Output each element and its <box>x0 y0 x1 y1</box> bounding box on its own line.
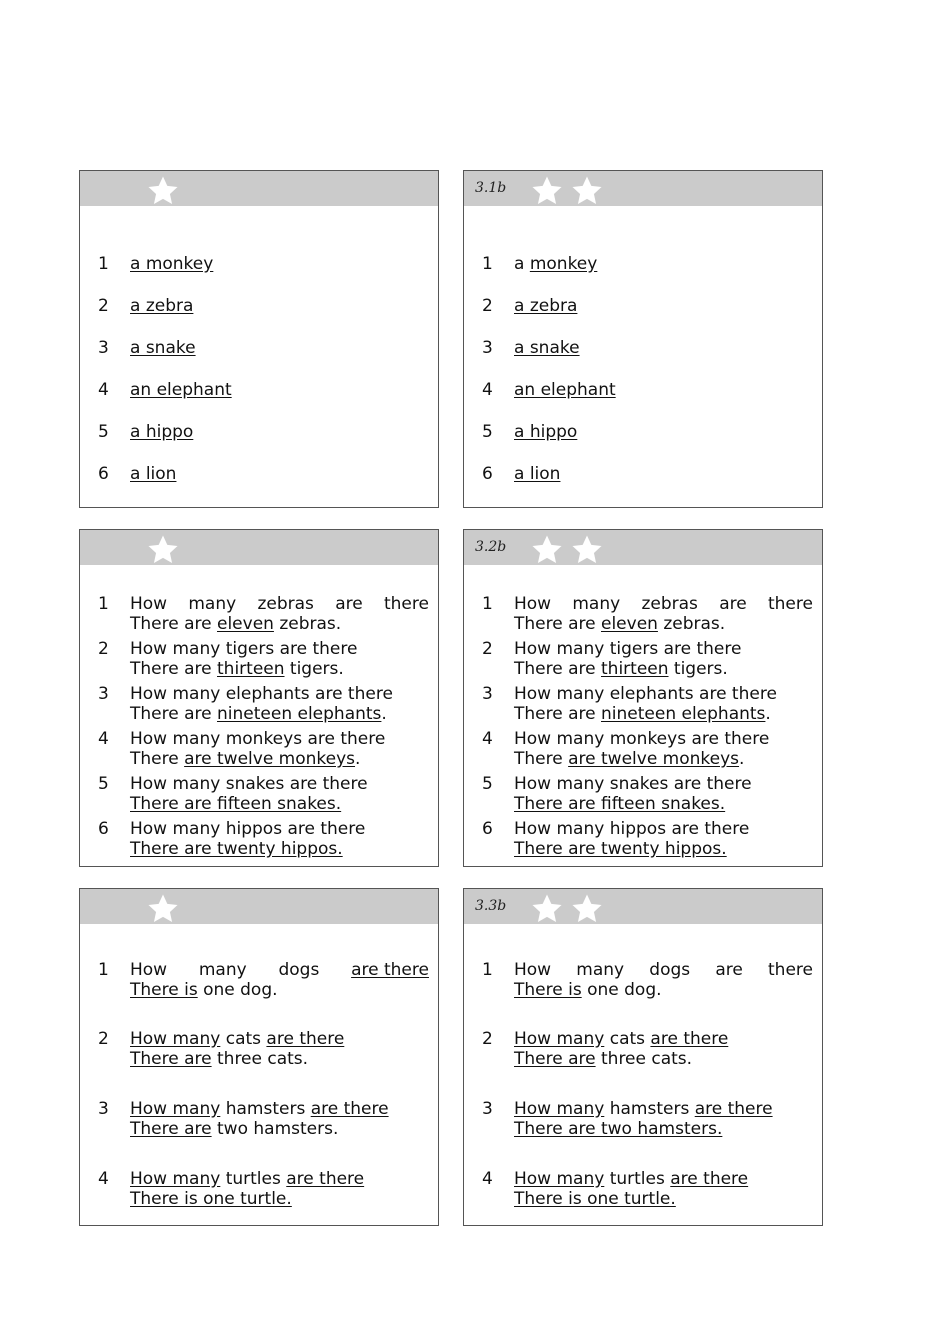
underlined-text: How many <box>130 1029 221 1049</box>
exercise-card <box>463 529 823 867</box>
item-question <box>130 774 429 794</box>
text-segment: There <box>514 749 569 769</box>
underlined-text: There is <box>514 980 582 1000</box>
item-answer <box>130 749 429 769</box>
item-question <box>514 819 813 839</box>
text-segment: turtles <box>604 1169 671 1189</box>
underlined-text: There are <box>514 1049 596 1069</box>
underlined-text: a monkey <box>130 254 214 274</box>
underlined-text: thirteen <box>217 659 285 679</box>
item-answer <box>130 794 429 814</box>
underlined-text: There are <box>130 1049 212 1069</box>
text-segment: There are <box>514 659 601 679</box>
list-item <box>464 819 822 859</box>
underlined-text: a lion <box>514 464 561 484</box>
item-question <box>514 639 813 659</box>
item-question <box>130 464 429 484</box>
text-segment: zebras. <box>657 614 726 634</box>
list-item <box>464 729 822 769</box>
exercise-card <box>463 170 823 508</box>
list-item <box>464 254 822 274</box>
text-segment: How <box>130 960 168 980</box>
item-question <box>130 338 429 358</box>
item-list <box>464 171 822 507</box>
text-segment: many <box>572 594 621 614</box>
underlined-text: eleven <box>601 614 658 634</box>
text-segment: How <box>514 960 552 980</box>
underlined-text: are there <box>694 1099 773 1119</box>
item-list <box>80 171 438 507</box>
underlined-text: are twelve monkeys <box>184 749 356 769</box>
item-number: 6 <box>98 464 109 484</box>
text-segment: one dog. <box>581 980 662 1000</box>
item-question <box>514 464 813 484</box>
underlined-text: a snake <box>130 338 196 358</box>
underlined-text: are there <box>266 1029 345 1049</box>
item-number: 4 <box>98 380 109 400</box>
item-question <box>130 254 429 274</box>
list-item <box>464 380 822 400</box>
list-item <box>80 639 438 679</box>
underlined-text: a lion <box>130 464 177 484</box>
item-number: 1 <box>482 960 493 980</box>
item-number: 4 <box>98 1169 109 1189</box>
underlined-text: There are fifteen snakes. <box>514 794 726 814</box>
text-segment: How many tigers are there <box>130 639 358 659</box>
underlined-text: a zebra <box>514 296 578 316</box>
item-question <box>514 729 813 749</box>
text-segment: hamsters <box>220 1099 311 1119</box>
underlined-text: are there <box>351 960 429 980</box>
text-segment: . <box>355 749 361 769</box>
item-number: 2 <box>98 1029 109 1049</box>
text-segment: How many tigers are there <box>514 639 742 659</box>
text-segment: turtles <box>220 1169 287 1189</box>
item-answer <box>514 704 813 724</box>
item-list <box>464 530 822 866</box>
item-number: 4 <box>482 729 493 749</box>
list-item <box>80 296 438 316</box>
item-answer <box>514 659 813 679</box>
underlined-text: a hippo <box>130 422 194 442</box>
underlined-text: are there <box>650 1029 729 1049</box>
underlined-text: are twelve monkeys <box>568 749 740 769</box>
exercise-card <box>79 888 439 1226</box>
text-segment: there <box>768 960 813 980</box>
item-number: 1 <box>98 594 109 614</box>
text-segment: dogs <box>649 960 691 980</box>
item-question <box>130 960 429 980</box>
text-segment: tigers. <box>284 659 344 679</box>
list-item <box>464 1169 822 1209</box>
item-question <box>130 1029 429 1049</box>
text-segment: zebras. <box>273 614 342 634</box>
text-segment: one dog. <box>197 980 278 1000</box>
list-item <box>80 729 438 769</box>
underlined-text: There are <box>130 1119 212 1139</box>
item-number: 5 <box>482 774 493 794</box>
text-segment: How many hippos are there <box>130 819 366 839</box>
exercise-code: 3.2b <box>475 539 507 555</box>
item-number: 3 <box>482 1099 493 1119</box>
exercise-card <box>463 888 823 1226</box>
text-segment: How many hippos are there <box>514 819 750 839</box>
item-question <box>514 1169 813 1189</box>
item-question <box>130 819 429 839</box>
item-number: 3 <box>482 684 493 704</box>
underlined-text: eleven <box>217 614 274 634</box>
item-question <box>514 1029 813 1049</box>
item-number: 3 <box>98 338 109 358</box>
text-segment: There are <box>130 704 217 724</box>
exercise-code: 3.1b <box>475 180 507 196</box>
item-number: 4 <box>482 1169 493 1189</box>
list-item <box>464 594 822 634</box>
item-answer <box>130 704 429 724</box>
text-segment: How many snakes are there <box>514 774 752 794</box>
item-question <box>514 296 813 316</box>
underlined-text: nineteen elephants <box>601 704 766 724</box>
text-segment: . <box>739 749 745 769</box>
list-item <box>80 422 438 442</box>
text-segment: How many elephants are there <box>130 684 393 704</box>
underlined-text: How many <box>514 1099 605 1119</box>
text-segment: tigers. <box>668 659 728 679</box>
text-segment: three cats. <box>211 1049 309 1069</box>
underlined-text: a zebra <box>130 296 194 316</box>
underlined-text: How many <box>514 1169 605 1189</box>
list-item <box>80 1099 438 1139</box>
item-answer <box>130 1119 429 1139</box>
underlined-text: an elephant <box>130 380 232 400</box>
exercise-card <box>79 529 439 867</box>
text-segment: zebras <box>641 594 698 614</box>
list-item <box>464 464 822 484</box>
item-question <box>130 729 429 749</box>
item-question <box>514 774 813 794</box>
item-answer <box>514 1189 813 1209</box>
text-segment: there <box>767 594 813 614</box>
text-segment: three cats. <box>595 1049 693 1069</box>
item-number: 3 <box>482 338 493 358</box>
item-answer <box>514 1049 813 1069</box>
list-item <box>80 774 438 814</box>
underlined-text: There is <box>130 980 198 1000</box>
list-item <box>464 774 822 814</box>
text-segment: There are <box>514 704 601 724</box>
text-segment: dogs <box>278 960 320 980</box>
item-answer <box>130 980 429 1000</box>
item-question <box>130 380 429 400</box>
item-number: 4 <box>482 380 493 400</box>
underlined-text: a hippo <box>514 422 578 442</box>
item-number: 2 <box>482 1029 493 1049</box>
exercise-card <box>79 170 439 508</box>
item-number: 5 <box>482 422 493 442</box>
underlined-text: How many <box>130 1169 221 1189</box>
underlined-text: are there <box>310 1099 389 1119</box>
underlined-text: monkey <box>529 254 598 274</box>
item-number: 1 <box>98 960 109 980</box>
item-answer <box>514 980 813 1000</box>
underlined-text: There are twenty hippos. <box>514 839 727 859</box>
underlined-text: a snake <box>514 338 580 358</box>
list-item <box>464 960 822 1000</box>
item-answer <box>130 1189 429 1209</box>
text-segment: There are <box>514 614 601 634</box>
underlined-text: are there <box>286 1169 365 1189</box>
text-segment: a <box>514 254 530 274</box>
item-number: 3 <box>98 1099 109 1119</box>
list-item <box>80 684 438 724</box>
list-item <box>80 464 438 484</box>
list-item <box>80 819 438 859</box>
list-item <box>80 594 438 634</box>
item-question <box>130 684 429 704</box>
underlined-text: nineteen elephants <box>217 704 382 724</box>
item-answer <box>514 794 813 814</box>
item-question <box>514 960 813 980</box>
list-item <box>80 1169 438 1209</box>
item-answer <box>130 1049 429 1069</box>
item-question <box>514 338 813 358</box>
text-segment: How many monkeys are there <box>130 729 386 749</box>
item-number: 6 <box>482 819 493 839</box>
item-question <box>130 639 429 659</box>
text-segment: How many snakes are there <box>130 774 368 794</box>
item-question <box>514 254 813 274</box>
item-number: 1 <box>98 254 109 274</box>
underlined-text: There are two hamsters. <box>514 1119 723 1139</box>
list-item <box>80 254 438 274</box>
text-segment: many <box>576 960 625 980</box>
underlined-text: There is one turtle. <box>130 1189 292 1209</box>
text-segment: are <box>719 594 747 614</box>
item-question <box>130 594 429 614</box>
item-question <box>130 1169 429 1189</box>
text-segment: How <box>130 594 168 614</box>
list-item <box>80 1029 438 1069</box>
item-answer <box>514 614 813 634</box>
item-number: 6 <box>482 464 493 484</box>
item-number: 5 <box>98 774 109 794</box>
underlined-text: There are fifteen snakes. <box>130 794 342 814</box>
item-question <box>514 380 813 400</box>
text-segment: There <box>130 749 185 769</box>
list-item <box>464 1099 822 1139</box>
item-number: 2 <box>482 296 493 316</box>
text-segment: are <box>335 594 363 614</box>
text-segment: . <box>381 704 387 724</box>
exercise-code: 3.3b <box>475 898 507 914</box>
text-segment: . <box>765 704 771 724</box>
item-question <box>514 1099 813 1119</box>
item-number: 2 <box>482 639 493 659</box>
item-answer <box>130 659 429 679</box>
item-answer <box>130 839 429 859</box>
list-item <box>80 960 438 1000</box>
underlined-text: How many <box>130 1099 221 1119</box>
item-question <box>514 594 813 614</box>
underlined-text: are there <box>670 1169 749 1189</box>
item-number: 2 <box>98 639 109 659</box>
text-segment: zebras <box>257 594 314 614</box>
text-segment: many <box>188 594 237 614</box>
list-item <box>464 296 822 316</box>
text-segment: hamsters <box>604 1099 695 1119</box>
text-segment: How many elephants are there <box>514 684 777 704</box>
text-segment: How <box>514 594 552 614</box>
item-list <box>464 889 822 1225</box>
item-question <box>130 422 429 442</box>
underlined-text: an elephant <box>514 380 616 400</box>
item-list <box>80 530 438 866</box>
item-answer <box>514 839 813 859</box>
item-answer <box>130 614 429 634</box>
list-item <box>464 1029 822 1069</box>
list-item <box>80 338 438 358</box>
underlined-text: thirteen <box>601 659 669 679</box>
text-segment: There are <box>130 614 217 634</box>
item-number: 5 <box>98 422 109 442</box>
item-number: 2 <box>98 296 109 316</box>
item-number: 6 <box>98 819 109 839</box>
underlined-text: There are twenty hippos. <box>130 839 343 859</box>
text-segment: there <box>383 594 429 614</box>
text-segment: There are <box>130 659 217 679</box>
item-answer <box>514 1119 813 1139</box>
list-item <box>464 639 822 679</box>
item-number: 1 <box>482 254 493 274</box>
text-segment: cats <box>220 1029 267 1049</box>
item-number: 1 <box>482 594 493 614</box>
list-item <box>464 422 822 442</box>
text-segment: How many monkeys are there <box>514 729 770 749</box>
text-segment: many <box>198 960 247 980</box>
item-question <box>130 1099 429 1119</box>
item-number: 3 <box>98 684 109 704</box>
text-segment: two hamsters. <box>211 1119 339 1139</box>
underlined-text: How many <box>514 1029 605 1049</box>
underlined-text: There is one turtle. <box>514 1189 676 1209</box>
item-list <box>80 889 438 1225</box>
list-item <box>464 338 822 358</box>
text-segment: are <box>715 960 743 980</box>
item-question <box>514 684 813 704</box>
list-item <box>80 380 438 400</box>
item-question <box>130 296 429 316</box>
item-question <box>514 422 813 442</box>
item-answer <box>514 749 813 769</box>
list-item <box>464 684 822 724</box>
item-number: 4 <box>98 729 109 749</box>
text-segment: cats <box>604 1029 651 1049</box>
